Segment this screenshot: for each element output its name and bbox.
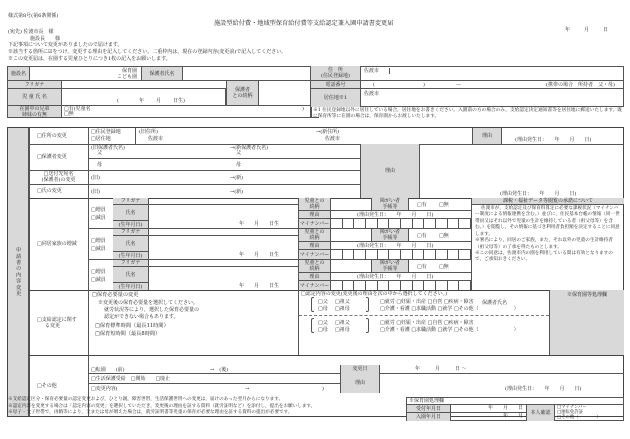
old-guardian-label: (旧保護者氏名) [91,145,125,151]
child-furigana-label: フリガナ [8,81,62,89]
page-title: 施設型給付費・地域型保育給付費等支給認定兼入園申請書変更届 [214,20,394,27]
sibling-yes-checkbox[interactable]: □有(児童名 [64,106,91,112]
old-mother: 母 [97,162,103,168]
facility-name-field[interactable] [30,67,142,81]
member-furigana-label: フリガナ [113,260,149,267]
standard-time-checkbox[interactable]: □保育標準時間（最長11時間） [95,323,169,329]
member-reason-date[interactable]: (理由発生日： 年 月 日) [357,274,434,280]
other-reason-date: (理由発生日： 年 月 日) [505,386,582,392]
transfer-after: → (後) [210,367,229,373]
member-furigana-label: フリガナ [113,198,149,205]
date-year: 年 [565,27,571,33]
member-furigana-field[interactable] [149,260,298,267]
member-reason-date[interactable]: (理由発生日： 年 月 日) [357,212,434,218]
guardian-name-field[interactable] [183,67,310,81]
surname-new: →(新) [230,189,244,195]
need-note-3: 認定ができない場合もあります。 [104,314,179,320]
sibling-field [62,106,310,117]
old-father: 父 [97,150,103,156]
member-reason-date[interactable]: (理由発生日： 年 月 日) [357,243,434,249]
surname-old: (旧) [91,189,100,195]
relation-field[interactable] [259,81,310,106]
old-address-label: (旧住所) [139,129,158,135]
group2-reasons-1[interactable]: □就労 □妊娠・出産 □自営 □疾病・障害 [380,320,474,326]
need-note-2: 就労状況等により，選択した保育必要量の [104,307,200,313]
member-relation-label: 児童との 続柄 [298,229,331,242]
guardian-change-checkbox[interactable]: □保護者変更 [29,144,89,170]
disability-yes-checkbox[interactable]: □有 [417,202,427,208]
increase-checkbox[interactable]: □増員 [91,207,106,213]
group1-mother-checkbox[interactable]: □母 [318,306,328,312]
member-birth-label: (生年月日) [113,251,149,259]
member-relation-field[interactable] [331,229,371,242]
need-change-section [89,290,299,355]
change-date-label: 変更日 [340,365,380,373]
facility-type-kodomoen: こども園 [116,74,137,80]
child-furigana-field[interactable] [62,81,226,89]
transfer-checkbox[interactable]: □転園 (前) [91,367,125,373]
phone-field[interactable] [361,81,624,89]
increase-checkbox[interactable]: □増員 [91,238,106,244]
group2-reasons-2[interactable]: □介護・看護 □求職活動 □就学 □その他（ ） [380,327,519,333]
disability-yes-checkbox[interactable]: □有 [417,233,427,239]
member-name-field[interactable] [149,267,298,282]
other-change-checkbox[interactable]: □その他 [29,355,89,416]
member-furigana-label: フリガナ [113,229,149,236]
mynumber-field[interactable] [331,250,471,259]
admission-date-label: 入園年月日 [407,413,451,421]
member-birth-value[interactable]: 年 月 日生 [239,221,280,227]
member-relation-label: 児童との 続柄 [298,260,331,273]
household-member-row [89,198,471,228]
guardian-reason-label: 理由 [360,144,420,198]
member-furigana-field[interactable] [149,198,298,205]
member-disability-label: 障がい者 手帳等 [371,229,409,242]
sibling-no-checkbox[interactable]: □無 [64,111,74,117]
member-name-label: 氏名 [113,205,149,220]
need-change-checkbox[interactable]: □保育必要量の変更 [92,292,139,298]
address-city: 佐渡市 [364,68,380,74]
old-address-city: 佐渡市 [148,136,164,142]
child-name-label: 児 童 氏 名 [8,89,62,106]
registered-address-checkbox[interactable]: □住民登録地 [91,129,121,135]
instruction-note-1: ※該当する箇所に☑をつけ，変更する理由を記入してください。二重枠内は，現在の登録内容(変更前)で記入してください。 [8,49,287,55]
member-birth-value[interactable]: 年 月 日生 [239,252,280,258]
member-name-field[interactable] [149,205,298,220]
increase-checkbox[interactable]: □増員 [91,269,106,275]
content-change-other-checkbox[interactable]: □変更内容( [91,386,118,392]
welfare-checkbox[interactable]: □生活保護受給 □開始 □廃止 [91,376,171,382]
id-other-checkbox[interactable]: □その他（ ） [557,415,601,421]
household-member-row [89,229,471,259]
member-name-field[interactable] [149,236,298,251]
consent-body: 佐渡市が，支給認定及び保育料算定に必要な課税状況（マイナンバー制度による情報連携を含む。）並びに，住民基本台帳の情報（同一世帯員又はそれ以外で児童の生計を維持している者（祖父母等）を含む。）を閲覧し，その情報に基づき利用者負担額を決定することに同意します。 ※署名により，同居のご家族，また，それ以外の児童の生計維持者（祖父母等）の了承を得たものとします。 ※この同意は，佐渡市内の園を利用している間は有効となりますので，ご承知おきください。 [471,205,624,290]
recipient-change-checkbox[interactable]: □送付先宛名 (保護者)の変更 [29,170,89,184]
new-guardian-label: →(新保護者氏名) [230,145,269,151]
intro-text: 下記事項について変更がありましたので届けます。 [8,42,123,48]
need-note-1: ※変更後の保育必要量を選択してください。 [98,300,199,306]
group1-grandfather-checkbox[interactable]: □祖父 [335,299,350,305]
content-arrow: → [245,386,250,392]
member-relation-label: 児童との 続柄 [298,198,331,211]
other-reason-label: 理由 [340,373,380,393]
office-processing-label: ※保育園等処理欄 [566,292,607,298]
phone-note: (携帯の場合 所持者 父・母) [546,82,615,88]
member-name-label: 氏名 [113,267,149,282]
member-birth-label: (生年月日) [113,282,149,290]
mynumber-field[interactable] [331,219,471,228]
group2-grandmother-checkbox[interactable]: □祖母 [335,327,350,333]
group2-mother-checkbox[interactable]: □母 [318,327,328,333]
new-address-city: 佐渡市 [325,136,341,142]
phone-paren-open: ( [373,82,375,88]
member-furigana-field[interactable] [149,229,298,236]
phone-paren-close: ) [423,82,425,88]
received-date-value[interactable]: 年 月 日 [451,405,527,413]
decrease-checkbox[interactable]: □減員 [91,215,106,221]
disability-no-checkbox[interactable]: □無 [439,264,449,270]
admission-date-value[interactable]: 年 月 [451,413,527,421]
content-change-checkbox[interactable]: □認定内容の変更(変更後の理由を次の中から選択してください。) [301,291,448,297]
footer-note-2: ※認定内容を変更する場合は「認定内容の変更」を選択していただき，変更後の理由を証する資料（就労証明など）を添付し，提出をお願いします。 [8,403,316,409]
member-reason-label: 理由 [298,211,331,219]
consent-title: 課税・福祉データ等閲覧の承諾について [471,198,624,205]
mynumber-label: マイナンバー [299,220,330,227]
changes-side-label: 申請書の内容変更 [8,128,29,416]
address-change-checkbox[interactable]: □住所の変更 [29,128,89,144]
member-relation-field[interactable] [331,198,371,211]
group1-grandmother-checkbox[interactable]: □祖母 [335,306,350,312]
sibling-close-paren: ) [302,106,304,112]
residence-field[interactable] [361,89,624,107]
residence-label: 居住地※1 [311,89,361,107]
date-month: 月 [584,27,590,33]
office-table-title: ※保育園処理欄 [407,398,623,405]
new-mother: 母 [236,162,242,168]
member-birth-label: (生年月日) [113,220,149,228]
child-birthdate: ( 年 月 日生) [117,98,185,104]
consent-signature-label: 保護者氏名 [482,300,508,306]
guardian-name-label: 保護者氏名 [142,67,183,81]
recipient-old: (旧) [91,175,100,181]
disability-no-checkbox[interactable]: □無 [439,233,449,239]
address-reason-label: 理由 [472,128,502,144]
footer-note-1: ※支給認定区分・保育必要量の認定変更および，ひとり親，障害世帯，生活保護世帯への変更は，届けのあった翌月からになります。 [8,397,284,402]
member-relation-field[interactable] [331,260,371,273]
facility-label: 施設名 [8,67,30,81]
footer-note-3: ※母子・父子世帯で，再婚等により，父または母が増えた場合は，就労証明書等児童の保育が必要な理由を証する資料の提出が必要です。 [8,410,293,416]
address-change-type [89,128,136,144]
office-table [406,397,624,421]
group1-reasons-1[interactable]: □就労 □妊娠・出産 □自営 □疾病・障害 [380,299,474,305]
guardian-reason-date: (理由発生日： 年 月 日) [500,191,577,197]
disability-no-checkbox[interactable]: □無 [439,202,449,208]
address-reason-date: (理由発生日： 年 月 日) [515,137,592,143]
household-member-row [89,260,471,290]
office-processing-box [549,290,624,355]
addressee-mayor: (宛先) 佐渡市長 様 [8,29,54,35]
relation-label: 保護者 との続柄 [226,81,259,106]
change-date-value[interactable]: 年 月 日 〜 [415,366,467,372]
mynumber-label: マイナンバー [299,251,330,258]
id-license-checkbox[interactable]: □運転免許証 [557,410,584,416]
group1-reasons-2[interactable]: □介護・看護 □求職活動 □就学 □その他（ ） [380,306,519,312]
form-number: 様式第8号(第6条関係) [8,13,59,19]
member-birth-value[interactable]: 年 月 日生 [239,283,280,289]
mynumber-label: マイナンバー [299,282,330,289]
id-mynumber-checkbox[interactable]: □マイナンバー [557,405,587,410]
id-check-label: 本人確認 [527,405,555,421]
group1-father-checkbox[interactable]: □父 [318,299,328,305]
member-name-label: 氏名 [113,236,149,251]
residence-city: 佐渡市 [364,91,380,97]
decrease-checkbox[interactable]: □減員 [91,246,106,252]
group2-father-checkbox[interactable]: □父 [318,320,328,326]
household-change-checkbox[interactable]: □同居家族の増減 [29,198,89,290]
recipient-new: →(新) [230,175,244,181]
certification-change-checkbox[interactable]: □支給認定に関す る変更 [29,290,89,355]
surname-change-checkbox[interactable]: □氏の変更 [29,184,89,198]
phone-label: 電話番号 [311,81,361,89]
address-field[interactable] [361,66,624,81]
address-label: 住 所 (住民登録地) [311,66,361,81]
id-check-options [557,405,601,420]
facility-type-nursery: 保育園 [121,68,137,74]
instruction-note-2: ※この変更届は，在園する児童ひとりにつき1枚の記入をお願いします。 [8,56,171,62]
member-disability-label: 障がい者 手帳等 [371,260,409,273]
footer-notes [8,397,315,417]
residence-checkbox[interactable]: □居住地 [91,136,111,142]
decrease-checkbox[interactable]: □減員 [91,277,106,283]
content-close: ) [322,386,324,392]
sibling-label: 在園中の兄弟 姉妹の有無 [8,106,62,117]
child-name-field[interactable] [62,89,226,106]
group2-grandfather-checkbox[interactable]: □祖父 [335,320,350,326]
received-date-label: 受付年月日 [407,405,451,413]
short-time-checkbox[interactable]: □保育短時間（最長8時間） [95,331,161,337]
new-address-label: →(新住所) [316,129,340,135]
member-disability-label: 障がい者 手帳等 [371,198,409,211]
new-father: 父 [236,150,242,156]
date-day: 日 [603,27,609,33]
mynumber-field[interactable] [331,281,471,290]
disability-yes-checkbox[interactable]: □有 [417,264,427,270]
member-reason-label: 理由 [298,242,331,250]
addressee-facility: 施設長 様 [30,36,61,42]
header-date [565,27,608,33]
member-reason-label: 理由 [298,273,331,281]
phone-dash: — [456,82,461,88]
residence-note: ※1 住民登録地以外に居住している場合，居住地をお書きください。入園前の方の場合のみ，支給認定決定通知書等を居住地に郵送いたします。既に保育所等に在園の場合は，保育園からお渡しいたします。 [313,108,623,120]
